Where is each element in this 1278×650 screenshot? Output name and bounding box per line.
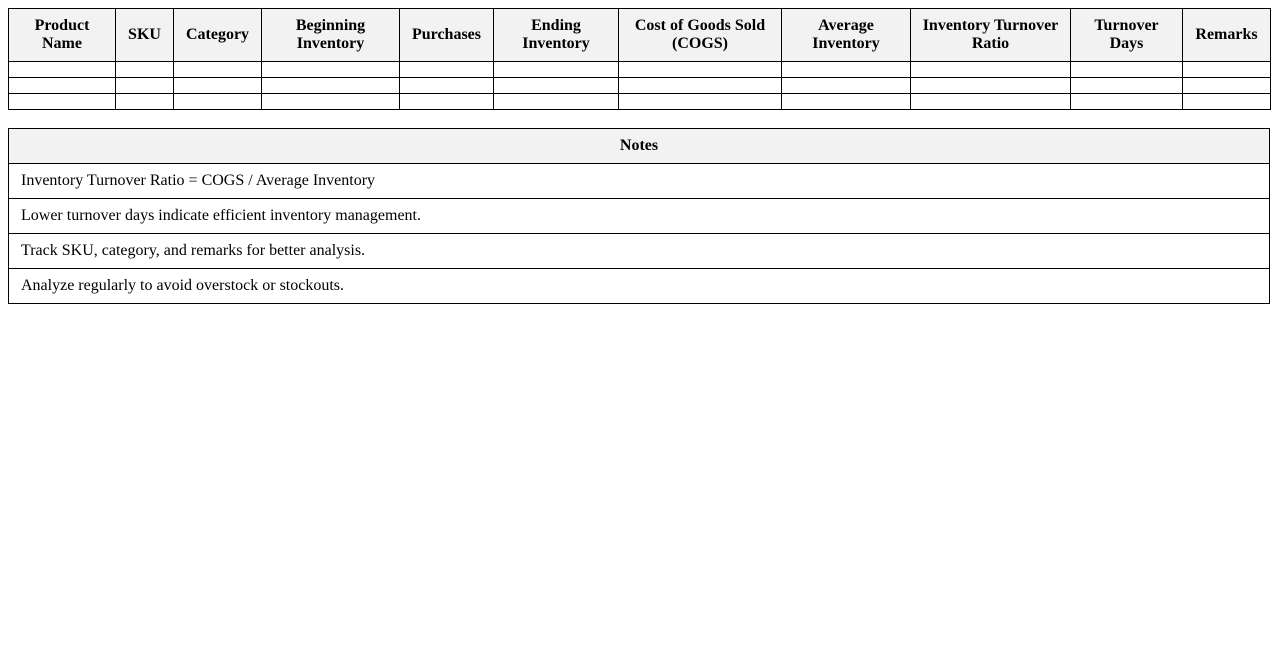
table-row: [9, 94, 1271, 110]
notes-header-row: [9, 129, 1270, 164]
header-purchases: Purchases: [400, 9, 494, 62]
table-cell[interactable]: [494, 94, 619, 110]
note-item: Lower turnover days indicate efficient inventory management.: [9, 199, 1270, 234]
table-cell[interactable]: [174, 62, 262, 78]
notes-title: Notes: [9, 129, 1270, 164]
table-cell[interactable]: [1071, 78, 1183, 94]
header-sku: SKU: [116, 9, 174, 62]
table-cell[interactable]: [174, 94, 262, 110]
note-row: [9, 269, 1270, 304]
table-row: [9, 78, 1271, 94]
table-cell[interactable]: [494, 78, 619, 94]
table-header-row: [9, 9, 1271, 62]
header-category: Category: [174, 9, 262, 62]
table-cell[interactable]: [262, 62, 400, 78]
table-cell[interactable]: [400, 62, 494, 78]
table-cell[interactable]: [262, 78, 400, 94]
note-row: [9, 199, 1270, 234]
table-row: [9, 62, 1271, 78]
note-item: Track SKU, category, and remarks for better analysis.: [9, 234, 1270, 269]
table-cell[interactable]: [782, 62, 911, 78]
table-cell[interactable]: [116, 78, 174, 94]
table-cell[interactable]: [619, 94, 782, 110]
table-cell[interactable]: [911, 78, 1071, 94]
table-cell[interactable]: [782, 94, 911, 110]
table-cell[interactable]: [400, 94, 494, 110]
table-cell[interactable]: [9, 78, 116, 94]
table-cell[interactable]: [1071, 94, 1183, 110]
header-turnover-days: Turnover Days: [1071, 9, 1183, 62]
table-cell[interactable]: [1183, 62, 1271, 78]
table-cell[interactable]: [116, 62, 174, 78]
table-cell[interactable]: [1183, 78, 1271, 94]
table-cell[interactable]: [911, 62, 1071, 78]
header-average-inventory: Average Inventory: [782, 9, 911, 62]
note-row: [9, 164, 1270, 199]
table-cell[interactable]: [619, 62, 782, 78]
notes-table: [8, 128, 1270, 304]
table-cell[interactable]: [9, 62, 116, 78]
header-product-name: Product Name: [9, 9, 116, 62]
header-cogs: Cost of Goods Sold (COGS): [619, 9, 782, 62]
table-cell[interactable]: [782, 78, 911, 94]
table-cell[interactable]: [400, 78, 494, 94]
table-cell[interactable]: [174, 78, 262, 94]
table-cell[interactable]: [1071, 62, 1183, 78]
table-cell[interactable]: [1183, 94, 1271, 110]
header-ending-inventory: Ending Inventory: [494, 9, 619, 62]
header-remarks: Remarks: [1183, 9, 1271, 62]
note-row: [9, 234, 1270, 269]
page-content: [8, 8, 1270, 304]
inventory-table: [8, 8, 1271, 110]
note-item: Inventory Turnover Ratio = COGS / Average Inventory: [9, 164, 1270, 199]
table-cell[interactable]: [911, 94, 1071, 110]
note-item: Analyze regularly to avoid overstock or stockouts.: [9, 269, 1270, 304]
table-cell[interactable]: [619, 78, 782, 94]
header-turnover-ratio: Inventory Turnover Ratio: [911, 9, 1071, 62]
table-cell[interactable]: [9, 94, 116, 110]
header-beginning-inventory: Beginning Inventory: [262, 9, 400, 62]
table-cell[interactable]: [262, 94, 400, 110]
table-cell[interactable]: [494, 62, 619, 78]
table-cell[interactable]: [116, 94, 174, 110]
